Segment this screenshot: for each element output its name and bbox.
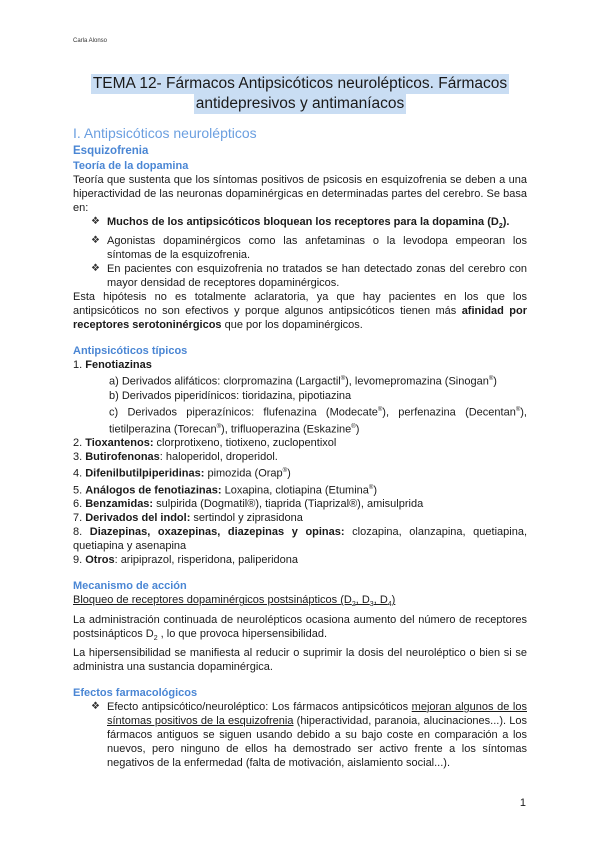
paragraph-mecanismo-1: La administración continuada de neurolépticos ocasiona aumento del número de receptores postsinápticos $D_2$ , lo que provoca hipersensibilidad. (73, 613, 527, 642)
title-line-2: antidepresivos y antimaníacos (195, 95, 405, 112)
list-item: ❖ Muchos de los antipsicóticos bloquean los receptores para la dopamina $(D_2)$. (91, 215, 527, 234)
bullet-list-teoria (73, 215, 527, 290)
page-number: 1 (519, 797, 526, 809)
list-item: c) Derivados piperazínicos: flufenazina (Modecate®), perfenazina (Decentan®), tietilperazina (Torecan®), trifluoperazina (Eskazine®) (109, 406, 527, 436)
author-name: Carla Alonso (73, 38, 108, 44)
list-item: 7. Derivados del indol: sertindol y ziprasidona (73, 512, 303, 525)
document-body (73, 124, 527, 770)
paragraph-mecanismo-2: La hipersensibilidad se manifiesta al reducir o suprimir la dosis del neuroléptico o bien si se administra una sustancia dopaminérgica. (73, 646, 527, 673)
list-item: 2. Tioxantenos: clorprotixeno, tiotixeno, zuclopentixol (73, 437, 337, 450)
list-item: 6. Benzamidas: sulpirida (Dogmatil®), tiaprida (Tiaprizal®), amisulprida (73, 498, 424, 511)
list-item: b) Derivados piperidínicos: tioridazina, pipotiazina (109, 389, 352, 402)
list-item: 8. Diazepinas, oxazepinas, diazepinas y opinas: clozapina, olanzapina, quetiapina, quetiapina y asenapina (73, 526, 528, 553)
list-item: 4. Difenilbutilpiperidinas: pimozida (Orap®) (73, 467, 291, 480)
heading-mecanismo-accion: Mecanismo de acción (73, 580, 187, 593)
section-heading-antipsicoticos: I. Antipsicóticos neurolépticos (73, 125, 257, 141)
list-item: 5. Análogos de fenotiazinas: Loxapina, clotiapina (Etumina®) (73, 484, 377, 497)
title-line-1: TEMA 12- Fármacos Antipsicóticos neurolépticos. Fármacos (92, 75, 508, 92)
paragraph-teoria: Teoría que sustenta que los síntomas positivos de psicosis en esquizofrenia se deben a una hiperactividad de las neuronas dopaminérgicas en determinadas partes del cerebro. Se basa en: (73, 174, 527, 214)
paragraph-hipotesis: Esta hipótesis no es totalmente aclaratoria, ya que hay pacientes en los que los antipsicóticos no son efectivos y porque algunos antipsicóticos tienen más afinidad por receptores serotoninérgicos que por los dopaminérgicos. (73, 291, 527, 332)
bullet-list-efectos (73, 700, 527, 770)
list-item: a) Derivados alifáticos: clorpromazina (Largactil®), levomepromazina (Sinogan®) (109, 375, 497, 388)
list-item: 3. Butirofenonas: haloperidol, droperidol. (73, 451, 278, 464)
list-item: 9. Otros: aripiprazol, risperidona, paliperidona (73, 554, 299, 567)
document-title (60, 74, 540, 114)
list-item: ❖ En pacientes con esquizofrenia no tratados se han detectado zonas del cerebro con mayor densidad de receptores dopaminérgicos. (91, 262, 527, 290)
heading-teoria-dopamina: Teoría de la dopamina (73, 160, 189, 172)
heading-esquizofrenia: Esquizofrenia (73, 145, 149, 157)
heading-efectos-farmacologicos: Efectos farmacológicos (73, 686, 198, 699)
list-item: ❖ Agonistas dopaminérgicos como las anfetaminas o la levodopa empeoran los síntomas de la esquizofrenia. (91, 234, 527, 262)
heading-antipsicoticos-tipicos: Antipsicóticos típicos (73, 345, 188, 358)
list-item: ❖ Efecto antipsicótico/neuroléptico: Los fármacos antipsicóticos mejoran algunos de los síntomas positivos de la esquizofrenia (hiperactividad, paranoia, alucinaciones...). Los fármacos antiguos se siguen usando debido a su bajo coste en comparación a los nuevos, pero ninguno de ellos ha demostrado ser activo frente a los síntomas negativos de la enfermedad (falta de motivación, aislamiento social...). (91, 700, 527, 770)
mecanismo-subtitle: Bloqueo de receptores dopaminérgicos postsinápticos ($D_2$, $D_3$, $D_4$) (73, 594, 396, 609)
list-item: 1. Fenotiazinas (73, 359, 152, 372)
